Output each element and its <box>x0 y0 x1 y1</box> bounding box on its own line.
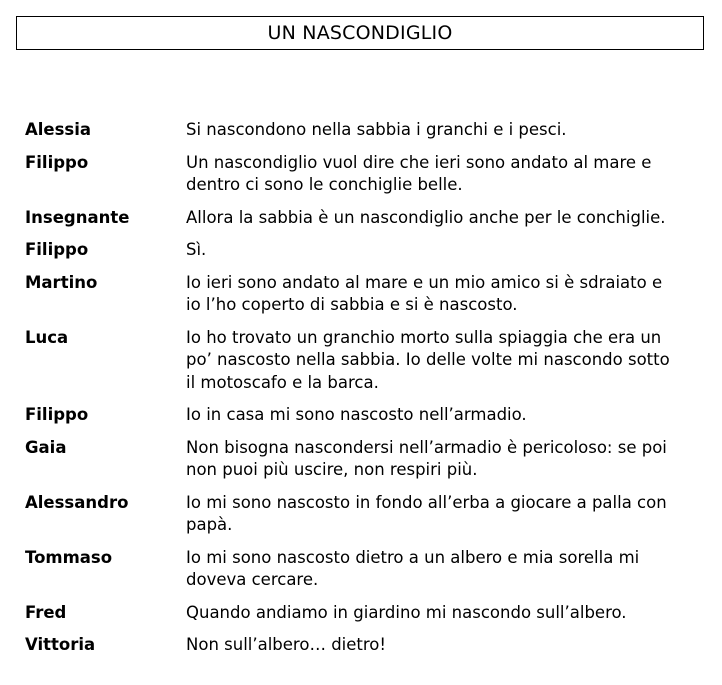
speaker-name: Martino <box>25 272 98 292</box>
utterance <box>186 152 705 197</box>
dialogue-row <box>25 327 705 395</box>
title-box <box>16 16 704 50</box>
utterance-line: Non sull’albero… dietro! <box>186 635 386 654</box>
utterance-line: Io mi sono nascosto in fondo all’erba a giocare a palla con <box>186 492 667 512</box>
utterance <box>186 272 705 317</box>
utterance-line: Sì. <box>186 240 207 259</box>
utterance-line: papà. <box>186 515 233 534</box>
utterance-line: Allora la sabbia è un nascondiglio anche per le conchiglie. <box>186 207 666 227</box>
utterance-line: Io ho trovato un granchio morto sulla spiaggia che era un <box>186 327 662 347</box>
utterance-line: io l’ho coperto di sabbia e si è nascosto. <box>186 295 518 314</box>
utterance-line: doveva cercare. <box>186 570 319 589</box>
speaker-name: Filippo <box>25 240 89 259</box>
utterance-line: il motoscafo e la barca. <box>186 372 379 392</box>
speaker-name: Gaia <box>25 437 67 457</box>
utterance <box>186 437 705 482</box>
dialogue-row <box>25 492 705 537</box>
dialogue-row <box>25 634 705 657</box>
utterance-line: dentro ci sono le conchiglie belle. <box>186 175 463 194</box>
utterance-line: Io ieri sono andato al mare e un mio amico si è sdraiato e <box>186 272 663 292</box>
utterance <box>186 634 705 657</box>
dialogue-row <box>25 152 705 197</box>
speaker-name: Filippo <box>25 152 89 172</box>
dialogue-row <box>25 404 705 427</box>
utterance <box>186 602 705 625</box>
utterance <box>186 547 705 592</box>
speaker-name: Vittoria <box>25 635 96 654</box>
dialogue-row <box>25 207 705 230</box>
speaker-name: Alessia <box>25 120 92 139</box>
utterance-line: Un nascondiglio vuol dire che ieri sono andato al mare e <box>186 152 652 172</box>
utterance <box>186 404 705 427</box>
utterance-line: non puoi più uscire, non respiri più. <box>186 460 478 479</box>
utterance <box>186 327 705 395</box>
speaker-name: Filippo <box>25 405 89 424</box>
utterance-line: Si nascondono nella sabbia i granchi e i pesci. <box>186 120 567 139</box>
dialogue-row <box>25 239 705 262</box>
speaker-name: Luca <box>25 327 69 347</box>
speaker-name: Tommaso <box>25 547 113 567</box>
utterance-line: Quando andiamo in giardino mi nascondo sull’albero. <box>186 602 627 622</box>
utterance <box>186 207 705 230</box>
page-title: UN NASCONDIGLIO <box>267 21 453 44</box>
speaker-name: Alessandro <box>25 492 129 512</box>
utterance-line: Io mi sono nascosto dietro a un albero e mia sorella mi <box>186 547 640 567</box>
utterance-line: po’ nascosto nella sabbia. Io delle volte mi nascondo sotto <box>186 350 670 369</box>
utterance <box>186 492 705 537</box>
speaker-name: Fred <box>25 602 67 622</box>
utterance-line: Io in casa mi sono nascosto nell’armadio. <box>186 405 527 424</box>
utterance-line: Non bisogna nascondersi nell’armadio è pericoloso: se poi <box>186 437 667 457</box>
dialogue-row <box>25 119 705 142</box>
utterance <box>186 119 705 142</box>
utterance <box>186 239 705 262</box>
dialogue-row <box>25 437 705 482</box>
speaker-name: Insegnante <box>25 207 130 227</box>
dialogue-row <box>25 272 705 317</box>
dialogue-row <box>25 547 705 592</box>
dialogue-list <box>25 109 705 657</box>
dialogue-row <box>25 602 705 625</box>
